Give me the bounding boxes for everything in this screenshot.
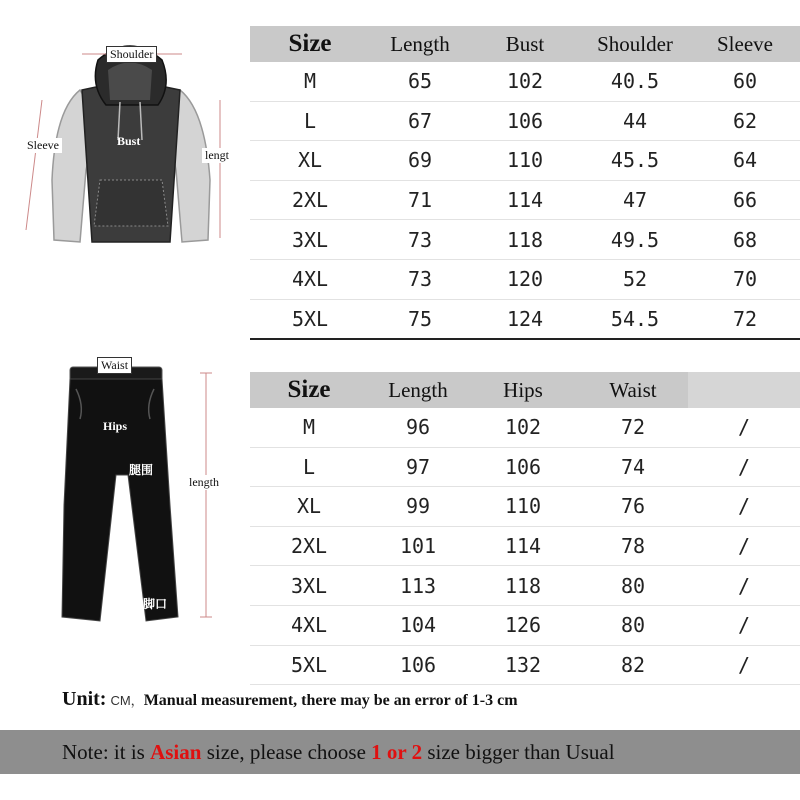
table-row <box>250 62 800 101</box>
note-highlight-asian: Asian <box>150 740 202 764</box>
cell: 96 <box>368 408 468 447</box>
hoodie-size-table <box>250 26 800 340</box>
cell: M <box>250 408 368 447</box>
table-row <box>250 447 800 487</box>
cell: 3XL <box>250 566 368 606</box>
cell: 72 <box>578 408 688 447</box>
cell: 3XL <box>250 220 370 260</box>
cell: / <box>688 447 800 487</box>
table-row <box>250 605 800 645</box>
pants-length-label: length <box>186 475 222 490</box>
header-bust: Bust <box>470 26 580 62</box>
cell: 132 <box>468 645 578 685</box>
cell: 49.5 <box>580 220 690 260</box>
table-row <box>250 101 800 141</box>
cell: 114 <box>470 180 580 220</box>
note-part1: Note: it is <box>62 740 151 764</box>
cell: L <box>250 447 368 487</box>
table-row <box>250 141 800 181</box>
cell: 74 <box>578 447 688 487</box>
table-row <box>250 180 800 220</box>
measurement-remark: Manual measurement, there may be an error of 1-3 cm <box>143 692 518 709</box>
unit-colon: : <box>99 688 107 710</box>
cell: 54.5 <box>580 299 690 339</box>
cell: 4XL <box>250 605 368 645</box>
unit-remark <box>62 688 518 711</box>
pants-hips-label: Hips <box>103 419 128 433</box>
cell: / <box>688 605 800 645</box>
table-row <box>250 487 800 527</box>
table-row <box>250 220 800 260</box>
header-length: Length <box>370 26 470 62</box>
unit-label: Unit <box>62 688 100 710</box>
header-sleeve: Sleeve <box>690 26 800 62</box>
cell: 102 <box>468 408 578 447</box>
cell: 110 <box>470 141 580 181</box>
note-highlight-size: 1 or 2 <box>371 740 423 764</box>
cell: 101 <box>368 526 468 566</box>
header-size: Size <box>250 26 370 62</box>
cell: 66 <box>690 180 800 220</box>
cell: 118 <box>468 566 578 606</box>
cell: 82 <box>578 645 688 685</box>
table-row <box>250 645 800 685</box>
pants-waist-label: Waist <box>97 357 132 374</box>
cell: 78 <box>578 526 688 566</box>
hoodie-diagram <box>20 30 245 250</box>
cell: 71 <box>370 180 470 220</box>
cell: 99 <box>368 487 468 527</box>
cell: 62 <box>690 101 800 141</box>
cell: 80 <box>578 566 688 606</box>
hoodie-bust-label: Bust <box>117 134 141 148</box>
cell: 80 <box>578 605 688 645</box>
cell: / <box>688 645 800 685</box>
unit-value: CM， <box>110 693 144 708</box>
header-size: Size <box>250 372 368 408</box>
cell: 47 <box>580 180 690 220</box>
cell: 69 <box>370 141 470 181</box>
pants-illustration <box>50 355 260 630</box>
cell: 2XL <box>250 526 368 566</box>
cell: 44 <box>580 101 690 141</box>
cell: 5XL <box>250 645 368 685</box>
header-length: Length <box>368 372 468 408</box>
header-shoulder: Shoulder <box>580 26 690 62</box>
table-header-row <box>250 26 800 62</box>
hoodie-length-label: lengt <box>202 148 232 163</box>
cell: 73 <box>370 220 470 260</box>
cell: 72 <box>690 299 800 339</box>
cell: XL <box>250 487 368 527</box>
cell: XL <box>250 141 370 181</box>
cell: L <box>250 101 370 141</box>
cell: 68 <box>690 220 800 260</box>
pants-diagram <box>50 355 260 630</box>
cell: 124 <box>470 299 580 339</box>
table-row <box>250 259 800 299</box>
cell: 73 <box>370 259 470 299</box>
pants-cuff-label: 脚口 <box>143 597 168 611</box>
cell: 104 <box>368 605 468 645</box>
hoodie-shoulder-label: Shoulder <box>106 46 157 63</box>
cell: 75 <box>370 299 470 339</box>
cell: 114 <box>468 526 578 566</box>
cell: 65 <box>370 62 470 101</box>
pants-size-table <box>250 372 800 685</box>
cell: 118 <box>470 220 580 260</box>
cell: / <box>688 526 800 566</box>
table-row <box>250 408 800 447</box>
cell: 76 <box>578 487 688 527</box>
cell: 4XL <box>250 259 370 299</box>
cell: 97 <box>368 447 468 487</box>
cell: M <box>250 62 370 101</box>
table-header-row <box>250 372 800 408</box>
cell: 40.5 <box>580 62 690 101</box>
cell: / <box>688 408 800 447</box>
note-part3: size bigger than Usual <box>422 740 615 764</box>
cell: 52 <box>580 259 690 299</box>
cell: / <box>688 487 800 527</box>
cell: 64 <box>690 141 800 181</box>
cell: 60 <box>690 62 800 101</box>
cell: 106 <box>368 645 468 685</box>
cell: 45.5 <box>580 141 690 181</box>
cell: 67 <box>370 101 470 141</box>
cell: 106 <box>470 101 580 141</box>
table-row <box>250 526 800 566</box>
cell: 102 <box>470 62 580 101</box>
table-row <box>250 566 800 606</box>
hoodie-sleeve-label: Sleeve <box>24 138 62 153</box>
cell: 106 <box>468 447 578 487</box>
cell: 110 <box>468 487 578 527</box>
note-part2: size, please choose <box>201 740 372 764</box>
cell: / <box>688 566 800 606</box>
cell: 70 <box>690 259 800 299</box>
table-row <box>250 299 800 339</box>
pants-thigh-label: 腿围 <box>129 463 154 477</box>
note-text <box>62 740 615 765</box>
cell: 126 <box>468 605 578 645</box>
header-hips: Hips <box>468 372 578 408</box>
header-waist: Waist <box>578 372 688 408</box>
cell: 113 <box>368 566 468 606</box>
header-empty <box>688 372 800 408</box>
cell: 5XL <box>250 299 370 339</box>
cell: 120 <box>470 259 580 299</box>
cell: 2XL <box>250 180 370 220</box>
